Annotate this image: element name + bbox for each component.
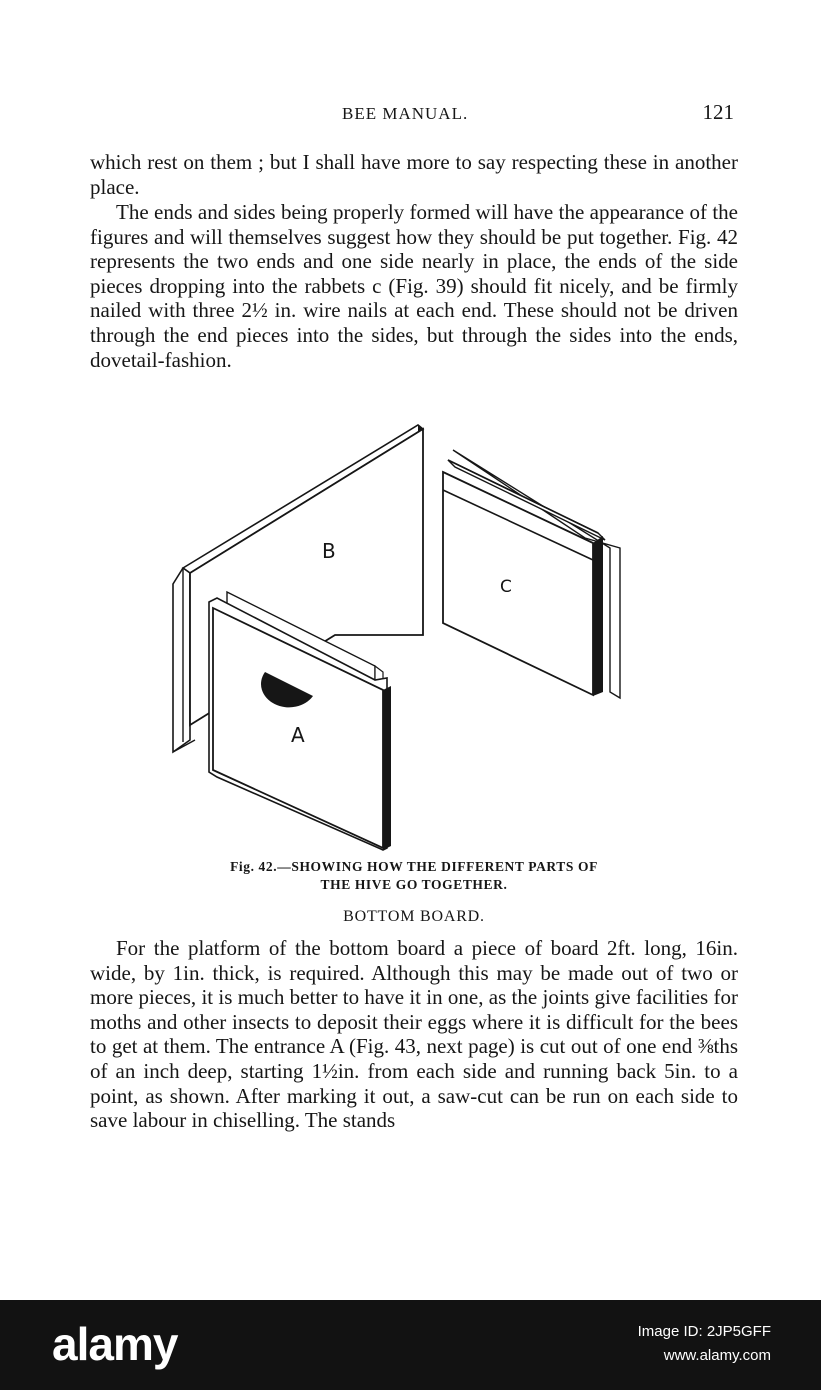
label-c: C [500, 577, 512, 597]
figure-caption-line-1: Fig. 42.—SHOWING HOW THE DIFFERENT PARTS OF [230, 859, 598, 874]
hive-parts-illustration [165, 420, 635, 860]
end-piece-c [443, 450, 620, 698]
image-id-label: Image ID: 2JP5GFF [637, 1323, 771, 1340]
paragraph-continued: which rest on them ; but I shall have more to say respecting these in another place. [90, 150, 738, 199]
alamy-logo: alamy [52, 1318, 178, 1370]
paragraph-bottom-board: For the platform of the bottom board a piece of board 2ft. long, 16in. wide, by 1in. thick, is required. Although this may be made out of two or more pieces, it is much better to have it in one, as the joints give facilities for moths and other insects to deposit their eggs where it is difficult for the bees to get at them. The entrance A (Fig. 43, next page) is cut out of one end ⅜ths of an inch deep, starting 1½in. from each side and running back 5in. to a point, as shown. After marking it out, a saw-cut can be run on each side to save labour in chiselling. The stands [90, 936, 738, 1133]
watermark-footer [0, 1300, 821, 1390]
paragraph-assembly: The ends and sides being properly formed will have the appearance of the figures and will themselves suggest how they should be put together. Fig. 42 represents the two ends and one side nearly in place, the ends of the side pieces dropping into the rabbets c (Fig. 39) should fit nicely, and be firmly nailed with three 2½ in. wire nails at each end. These should not be driven through the end pieces into the sides, but through the sides into the ends, dovetail-fashion. [90, 200, 738, 372]
footer-url: www.alamy.com [663, 1347, 771, 1364]
running-header [90, 100, 738, 130]
running-title: BEE MANUAL. [342, 104, 469, 123]
hive-parts-figure [165, 420, 635, 860]
label-a: A [291, 723, 305, 747]
section-heading: BOTTOM BOARD. [343, 908, 485, 925]
figure-caption-line-2: THE HIVE GO TOGETHER. [320, 877, 508, 892]
label-b: B [322, 539, 336, 563]
page-number: 121 [702, 100, 734, 124]
